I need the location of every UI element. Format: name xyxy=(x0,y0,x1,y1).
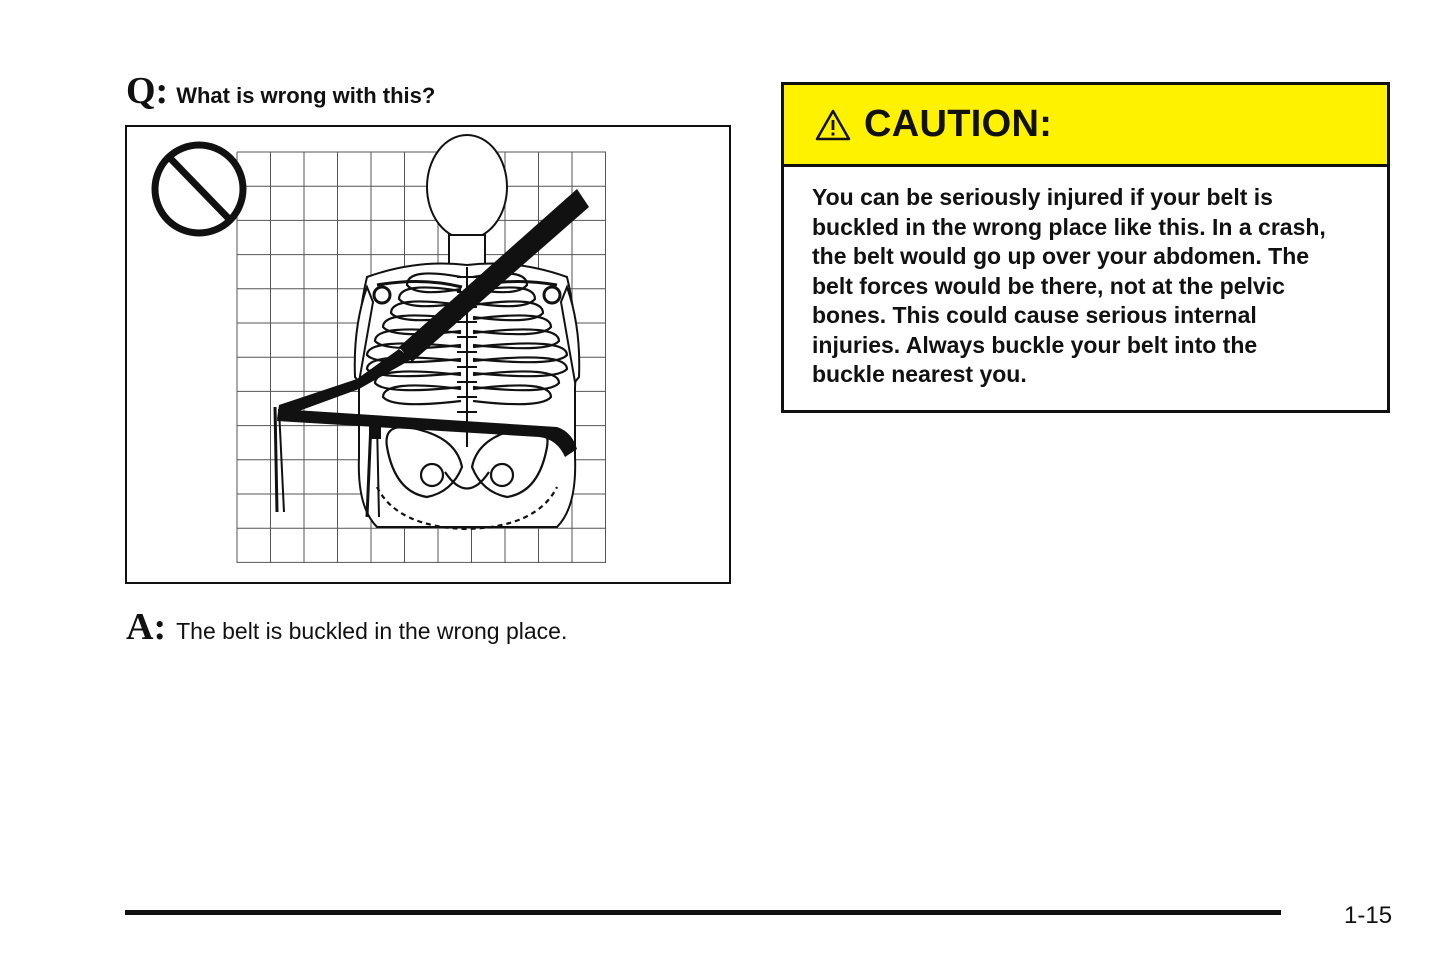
skeleton-belt-drawing xyxy=(127,127,729,582)
no-symbol-icon xyxy=(155,145,243,233)
caution-line: injuries. Always buckle your belt into the xyxy=(812,331,1258,358)
seatbelt-illustration xyxy=(125,125,731,584)
answer-line xyxy=(126,608,567,646)
caution-line: belt forces would be there, not at the pelvic xyxy=(812,272,1285,299)
warning-triangle-icon xyxy=(814,108,852,142)
caution-title: CAUTION: xyxy=(864,103,1053,145)
caution-line: buckle nearest you. xyxy=(812,361,1027,387)
page-number: 1-15 xyxy=(1344,902,1393,929)
buckle xyxy=(369,423,381,439)
answer-letter: A: xyxy=(126,606,167,648)
question-text: What is wrong with this? xyxy=(176,83,436,108)
caution-line: You can be seriously injured if your belt is xyxy=(812,184,1273,210)
caution-text xyxy=(784,167,1387,390)
caution-line: bones. This could cause serious internal xyxy=(812,302,1257,328)
question-line xyxy=(126,72,435,110)
left-belt-strap xyxy=(275,407,277,512)
footer-rule xyxy=(125,910,1281,915)
question-letter: Q: xyxy=(126,70,169,112)
answer-text: The belt is buckled in the wrong place. xyxy=(176,618,568,644)
caution-line: the belt would go up over your abdomen. The xyxy=(812,243,1310,269)
caution-line: buckled in the wrong place like this. In a crash, xyxy=(812,213,1326,240)
caution-box xyxy=(781,82,1390,413)
caution-header xyxy=(784,85,1387,167)
